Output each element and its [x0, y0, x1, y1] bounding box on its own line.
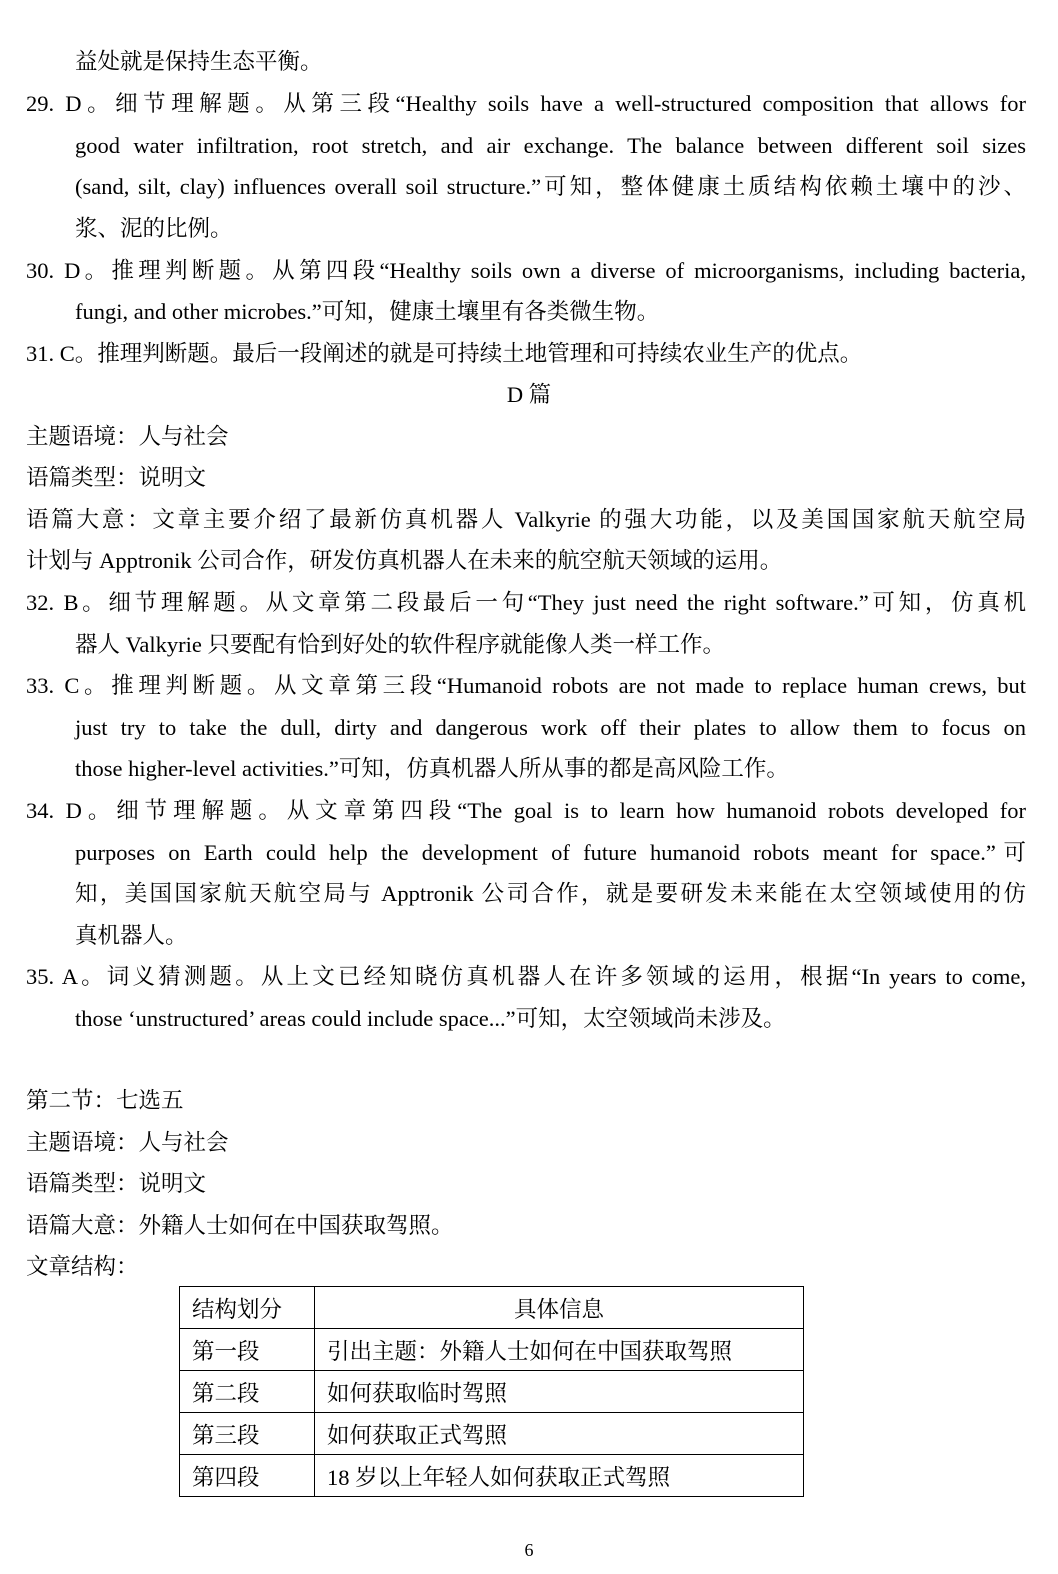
table-cell: 如何获取正式驾照	[315, 1413, 804, 1455]
text-line: 计划与 Apptronik 公司合作，研发仿真机器人在未来的航空航天领域的运用。	[26, 548, 783, 573]
text-line: 语篇大意：文章主要介绍了最新仿真机器人 Valkyrie 的强大功能，以及美国国家航天航空局	[26, 507, 1026, 532]
text-line: 主题语境：人与社会	[26, 424, 229, 449]
table-cell: 第四段	[180, 1455, 315, 1497]
answer-31: 31. C。推理判断题。最后一段阐述的就是可持续土地管理和可持续农业生产的优点。	[26, 341, 863, 366]
answer-30: 30. D。推理判断题。从第四段“Healthy soils own a diverse of microorganisms, including bacteria,	[26, 258, 1026, 283]
structure-table	[179, 1286, 804, 1497]
text-line: 主题语境：人与社会	[26, 1130, 229, 1155]
table-cell: 如何获取临时驾照	[315, 1371, 804, 1413]
text-line: fungi, and other microbes.”可知，健康土壤里有各类微生物。	[75, 299, 660, 324]
answer-32: 32. B。细节理解题。从文章第二段最后一句“They just need the right software.”可知，仿真机	[26, 590, 1026, 615]
table-row	[180, 1329, 804, 1371]
table-header-cell: 结构划分	[180, 1287, 315, 1329]
table-cell: 18 岁以上年轻人如何获取正式驾照	[315, 1455, 804, 1497]
text-line: 知，美国国家航天航空局与 Apptronik 公司合作，就是要研发未来能在太空领域使用的仿	[75, 881, 1026, 906]
table-row	[180, 1371, 804, 1413]
table-cell: 引出主题：外籍人士如何在中国获取驾照	[315, 1329, 804, 1371]
answer-35: 35. A。词义猜测题。从上文已经知晓仿真机器人在许多领域的运用，根据“In years to come,	[26, 964, 1026, 989]
page-number: 6	[524, 1540, 534, 1560]
table-cell: 第二段	[180, 1371, 315, 1413]
answer-33: 33. C。推理判断题。从文章第三段“Humanoid robots are not made to replace human crews, but	[26, 673, 1026, 698]
answer-34: 34. D。细节理解题。从文章第四段“The goal is to learn how humanoid robots developed for	[26, 798, 1026, 823]
text-line: good water infiltration, root stretch, and air exchange. The balance between different soil sizes	[75, 133, 1026, 158]
text-line: 文章结构：	[26, 1254, 139, 1279]
text-line: (sand, silt, clay) influences overall soil structure.”可知，整体健康土质结构依赖土壤中的沙、	[75, 174, 1026, 199]
text-line: just try to take the dull, dirty and dangerous work off their plates to allow them to focus on	[75, 715, 1026, 740]
section-heading: 第二节：七选五	[26, 1088, 184, 1113]
text-line: purposes on Earth could help the development of future humanoid robots meant for space.”可	[75, 840, 1026, 865]
section-heading: D 篇	[506, 382, 552, 407]
table-row	[180, 1455, 804, 1497]
text-line: 语篇大意：外籍人士如何在中国获取驾照。	[26, 1213, 454, 1238]
table-row	[180, 1413, 804, 1455]
answer-29: 29. D。细节理解题。从第三段“Healthy soils have a well-structured composition that allows for	[26, 91, 1026, 116]
table-header-row	[180, 1287, 804, 1329]
text-line: 语篇类型：说明文	[26, 465, 207, 490]
text-line: 益处就是保持生态平衡。	[75, 49, 323, 74]
table-cell: 第一段	[180, 1329, 315, 1371]
table-header-cell: 具体信息	[315, 1287, 804, 1329]
text-line: 浆、泥的比例。	[75, 216, 233, 241]
text-line: 器人 Valkyrie 只要配有恰到好处的软件程序就能像人类一样工作。	[75, 632, 725, 657]
text-line: 真机器人。	[75, 923, 188, 948]
table-cell: 第三段	[180, 1413, 315, 1455]
text-line: those higher-level activities.”可知，仿真机器人所从事的都是高风险工作。	[75, 756, 789, 781]
text-line: those ‘unstructured’ areas could include space...”可知，太空领域尚未涉及。	[75, 1006, 786, 1031]
text-line: 语篇类型：说明文	[26, 1171, 207, 1196]
